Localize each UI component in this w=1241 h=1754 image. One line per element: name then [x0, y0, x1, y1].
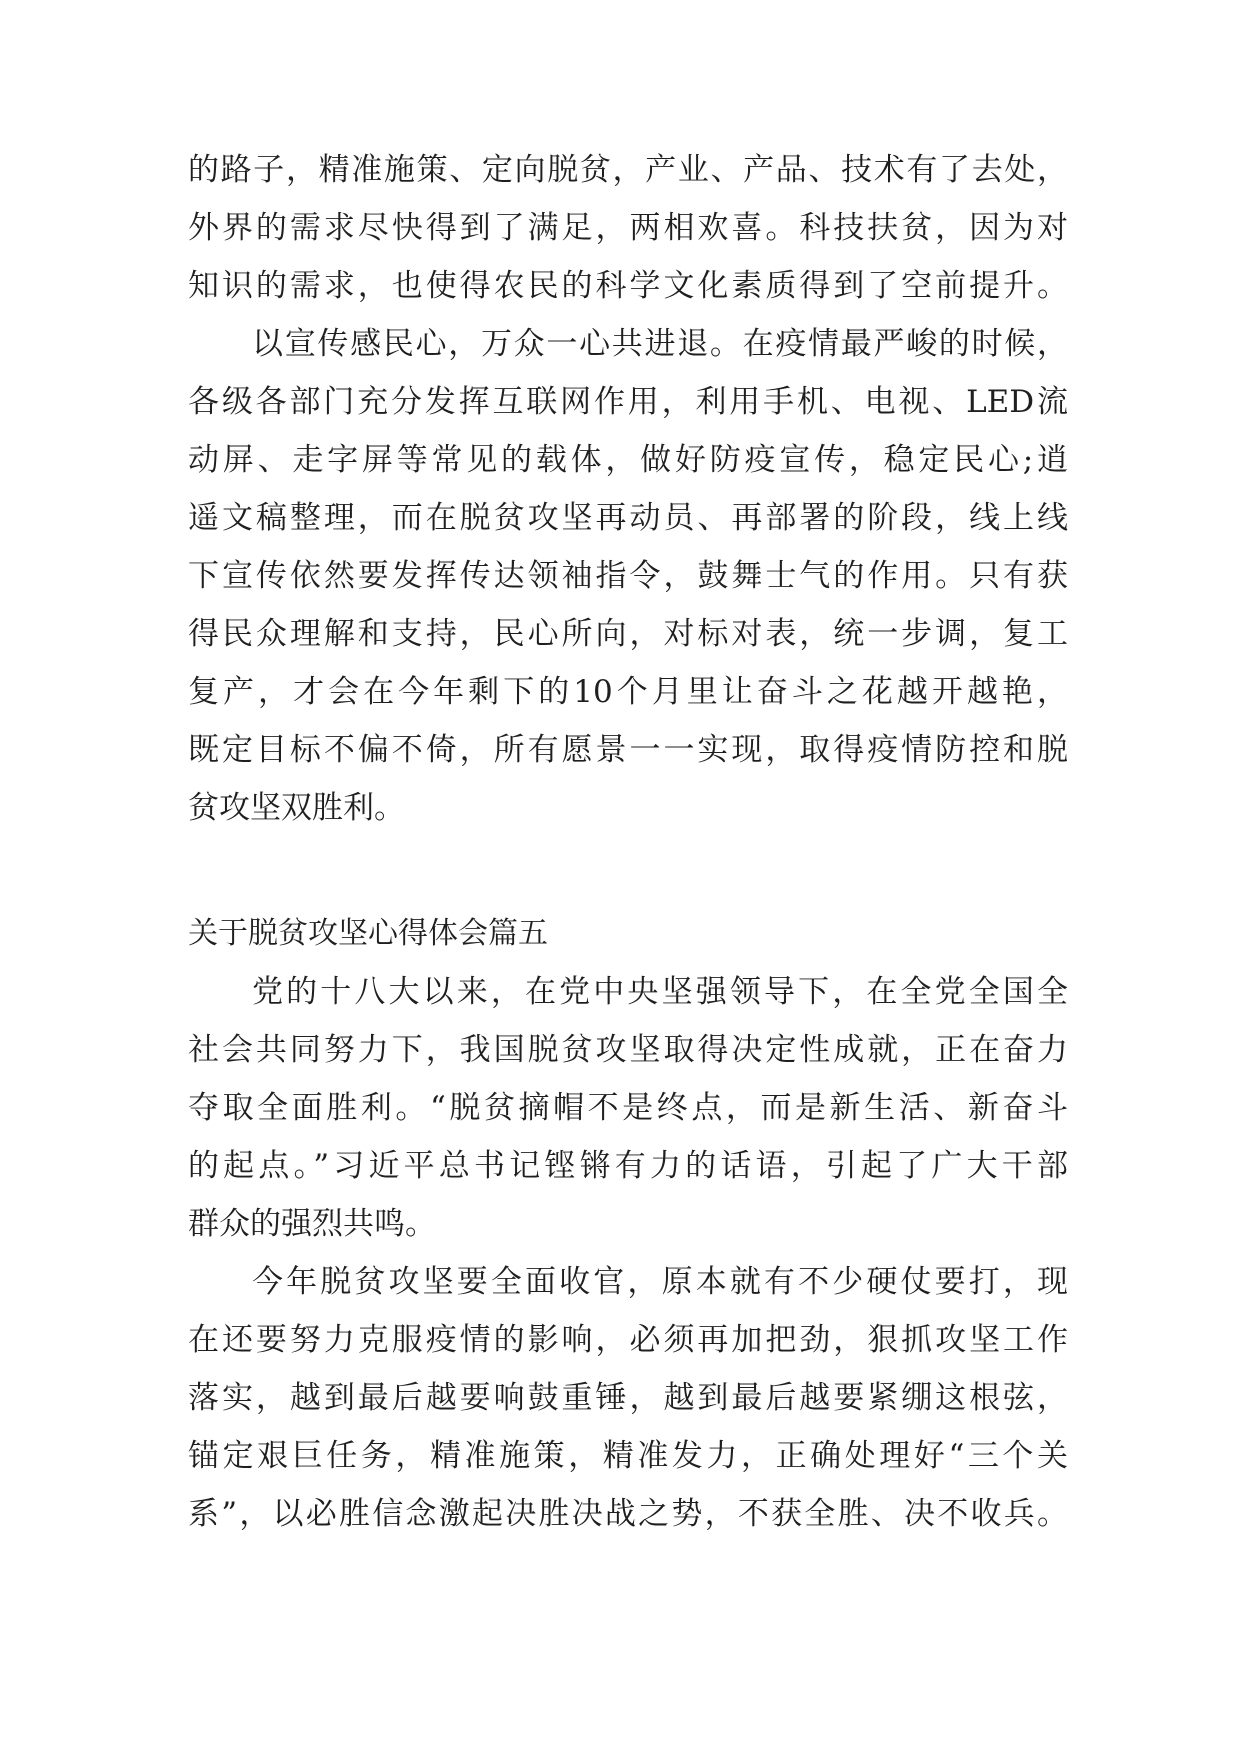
- paragraph-2-line-1: 以宣传感民心，万众一心共进退。在疫情最严峻的时候，: [252, 326, 1068, 362]
- paragraph-3-line-5: 群众的强烈共鸣。: [188, 1206, 436, 1242]
- paragraph-3-line-2: 社会共同努力下，我国脱贫攻坚取得决定性成就，正在奋力: [188, 1032, 1068, 1068]
- paragraph-2-line-2: 各级各部门充分发挥互联网作用，利用手机、电视、LED流: [188, 384, 1068, 420]
- paragraph-1-line-1: 的路子，精准施策、定向脱贫，产业、产品、技术有了去处，: [188, 152, 1068, 188]
- paragraph-3-line-1: 党的十八大以来，在党中央坚强领导下，在全党全国全: [252, 974, 1068, 1010]
- paragraph-2-line-9: 贫攻坚双胜利。: [188, 790, 405, 826]
- paragraph-4-line-5: 系”，以必胜信念激起决胜决战之势，不获全胜、决不收兵。: [188, 1496, 1068, 1532]
- paragraph-4-line-4: 锚定艰巨任务，精准施策，精准发力，正确处理好“三个关: [188, 1438, 1068, 1474]
- paragraph-3-line-3: 夺取全面胜利。“脱贫摘帽不是终点，而是新生活、新奋斗: [188, 1090, 1068, 1126]
- paragraph-4-line-1: 今年脱贫攻坚要全面收官，原本就有不少硬仗要打，现: [252, 1264, 1068, 1300]
- paragraph-4-line-3: 落实，越到最后越要响鼓重锤，越到最后越要紧绷这根弦，: [188, 1380, 1068, 1416]
- paragraph-1-line-2: 外界的需求尽快得到了满足，两相欢喜。科技扶贫，因为对: [188, 210, 1068, 246]
- paragraph-2-line-3: 动屏、走字屏等常见的载体，做好防疫宣传，稳定民心;逍: [188, 442, 1068, 478]
- paragraph-2-line-7: 复产，才会在今年剩下的10个月里让奋斗之花越开越艳，: [188, 674, 1068, 710]
- paragraph-2-line-5: 下宣传依然要发挥传达领袖指令，鼓舞士气的作用。只有获: [188, 558, 1068, 594]
- paragraph-3-line-4: 的起点。”习近平总书记铿锵有力的话语，引起了广大干部: [188, 1148, 1068, 1184]
- paragraph-2-line-4: 遥文稿整理，而在脱贫攻坚再动员、再部署的阶段，线上线: [188, 500, 1068, 536]
- paragraph-1-line-3: 知识的需求，也使得农民的科学文化素质得到了空前提升。: [188, 268, 1068, 304]
- section-title: 关于脱贫攻坚心得体会篇五: [188, 916, 548, 951]
- paragraph-2-line-8: 既定目标不偏不倚，所有愿景一一实现，取得疫情防控和脱: [188, 732, 1068, 768]
- paragraph-2-line-6: 得民众理解和支持，民心所向，对标对表，统一步调，复工: [188, 616, 1068, 652]
- paragraph-4-line-2: 在还要努力克服疫情的影响，必须再加把劲，狠抓攻坚工作: [188, 1322, 1068, 1358]
